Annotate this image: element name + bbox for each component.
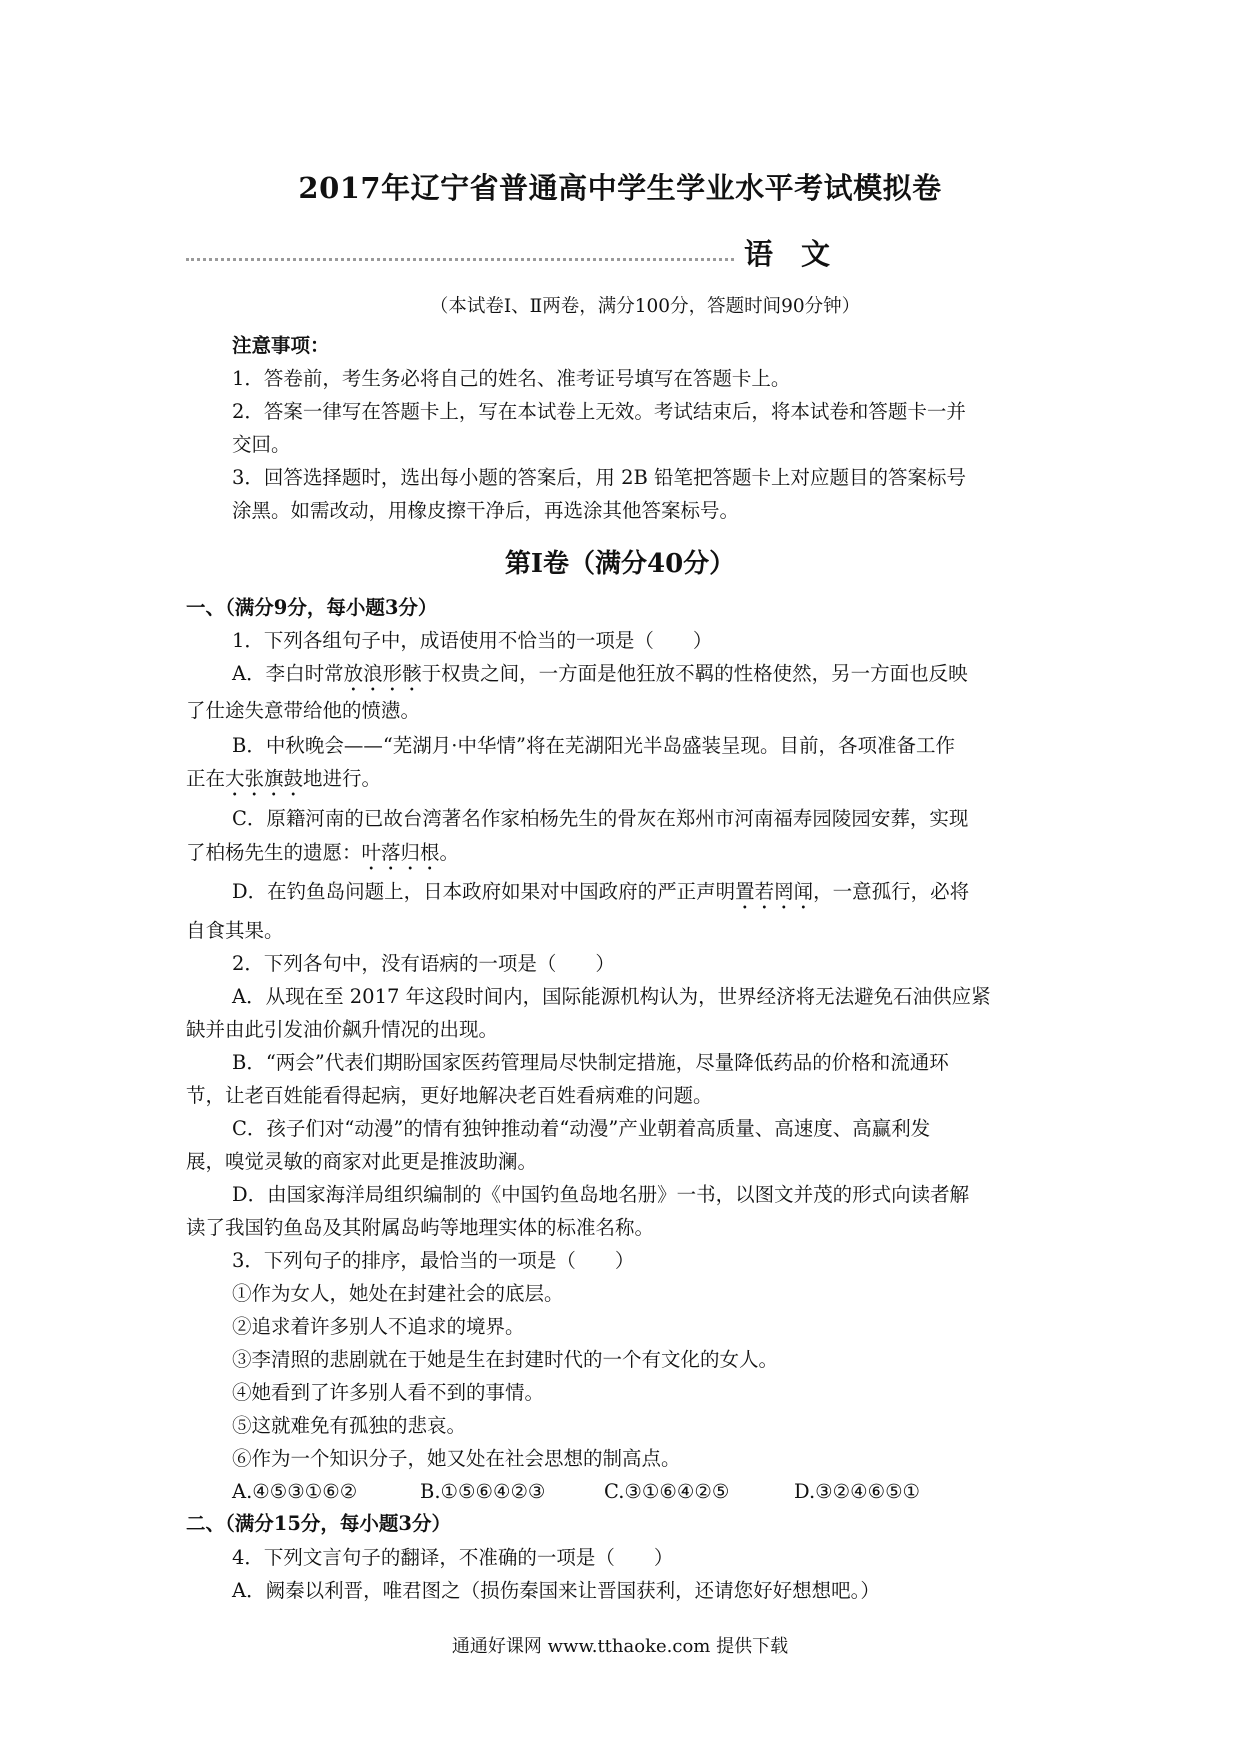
q2-line: B．“两会”代表们期盼国家医药管理局尽快制定措施，尽量降低药品的价格和流通环: [232, 1051, 949, 1074]
q1-option-c-cont: 了柏杨先生的遗愿：叶落归根。: [186, 841, 460, 864]
q3-item: ②追求着许多别人不追求的境界。: [232, 1315, 525, 1338]
exam-info: （本试卷Ⅰ、Ⅱ两卷，满分100分，答题时间90分钟）: [429, 296, 861, 317]
notice-item: 2．答案一律写在答题卡上，写在本试卷上无效。考试结束后，将本试卷和答题卡一并: [232, 400, 966, 423]
section2-heading: 二、（满分15分，每小题3分）: [186, 1512, 451, 1535]
q1-option-d: D．在钓鱼岛问题上，日本政府如果对中国政府的严正声明置若罔闻，一意孤行，必将: [232, 880, 970, 903]
idiom-a: 放浪形骸: [343, 662, 422, 685]
q1-option-b: B．中秋晚会——“芜湖月·中华情”将在芜湖阳光半岛盛装呈现。目前，各项准备工作: [232, 734, 955, 757]
subject-row: [186, 232, 1056, 276]
q2-stem: 2．下列各句中，没有语病的一项是（ ）: [232, 952, 615, 975]
q2-line: 展，嗅觉灵敏的商家对此更是推波助澜。: [186, 1150, 538, 1173]
notice-item: 1．答卷前，考生务必将自己的姓名、准考证号填写在答题卡上。: [232, 367, 791, 390]
q3-item: ③李清照的悲剧就在于她是生在封建时代的一个有文化的女人。: [232, 1348, 779, 1371]
q1-option-a: A．李白时常放浪形骸于权贵之间，一方面是他狂放不羁的性格使然，另一方面也反映: [232, 662, 968, 685]
q1-option-a-cont: 了仕途失意带给他的愤懑。: [186, 699, 421, 722]
q2-line: 节，让老百姓能看得起病，更好地解决老百姓看病难的问题。: [186, 1084, 713, 1107]
subject-title: 语文: [744, 237, 859, 271]
dotted-divider: [186, 258, 734, 261]
q1-stem: 1．下列各组句子中，成语使用不恰当的一项是（ ）: [232, 629, 713, 652]
q3-option: A.④⑤③①⑥②: [232, 1480, 358, 1503]
q3-item: ①作为女人，她处在封建社会的底层。: [232, 1282, 564, 1305]
part1-title: 第Ⅰ卷（满分40分）: [504, 549, 736, 579]
q3-item: ⑤这就难免有孤独的悲哀。: [232, 1414, 467, 1437]
exam-title: 2017年辽宁省普通高中学生学业水平考试模拟卷: [298, 171, 942, 205]
notice-heading: 注意事项：: [232, 334, 330, 357]
q3-option: C.③①⑥④②⑤: [604, 1480, 730, 1503]
q3-item: ④她看到了许多别人看不到的事情。: [232, 1381, 545, 1404]
q4-option-a: A．阙秦以利晋，唯君图之（损伤秦国来让晋国获利，还请您好好想想吧。）: [232, 1579, 880, 1602]
footer-credit: 通通好课网 www.tthaoke.com 提供下载: [451, 1636, 789, 1657]
idiom-b: 大张旗鼓: [225, 767, 304, 790]
q1-option-d-cont: 自食其果。: [186, 919, 284, 942]
idiom-d: 置若罔闻: [735, 880, 814, 903]
notice-item: 3．回答选择题时，选出每小题的答案后，用 2B 铅笔把答题卡上对应题目的答案标号: [232, 466, 967, 489]
q2-line: 缺并由此引发油价飙升情况的出现。: [186, 1018, 499, 1041]
q1-option-b-cont: 正在大张旗鼓地进行。: [186, 767, 382, 790]
notice-item: 涂黑。如需改动，用橡皮擦干净后，再选涂其他答案标号。: [232, 499, 740, 522]
q2-line: C．孩子们对“动漫”的情有独钟推动着“动漫”产业朝着高质量、高速度、高赢利发: [232, 1117, 931, 1140]
q2-line: A．从现在至 2017 年这段时间内，国际能源机构认为，世界经济将无法避免石油供应紧: [232, 985, 991, 1008]
notice-item: 交回。: [232, 433, 291, 456]
idiom-c: 叶落归根: [361, 841, 440, 864]
q3-option: B.①⑤⑥④②③: [420, 1480, 546, 1503]
q1-option-c: C．原籍河南的已故台湾著名作家柏杨先生的骨灰在郑州市河南福寿园陵园安葬，实现: [232, 807, 969, 830]
q2-line: D．由国家海洋局组织编制的《中国钓鱼岛地名册》一书，以图文并茂的形式向读者解: [232, 1183, 970, 1206]
q4-stem: 4．下列文言句子的翻译，不准确的一项是（ ）: [232, 1546, 674, 1569]
q3-item: ⑥作为一个知识分子，她又处在社会思想的制高点。: [232, 1447, 681, 1470]
q3-option: D.③②④⑥⑤①: [794, 1480, 921, 1503]
q2-line: 读了我国钓鱼岛及其附属岛屿等地理实体的标准名称。: [186, 1216, 655, 1239]
section1-heading: 一、（满分9分，每小题3分）: [186, 596, 438, 619]
q3-stem: 3．下列句子的排序，最恰当的一项是（ ）: [232, 1249, 635, 1272]
